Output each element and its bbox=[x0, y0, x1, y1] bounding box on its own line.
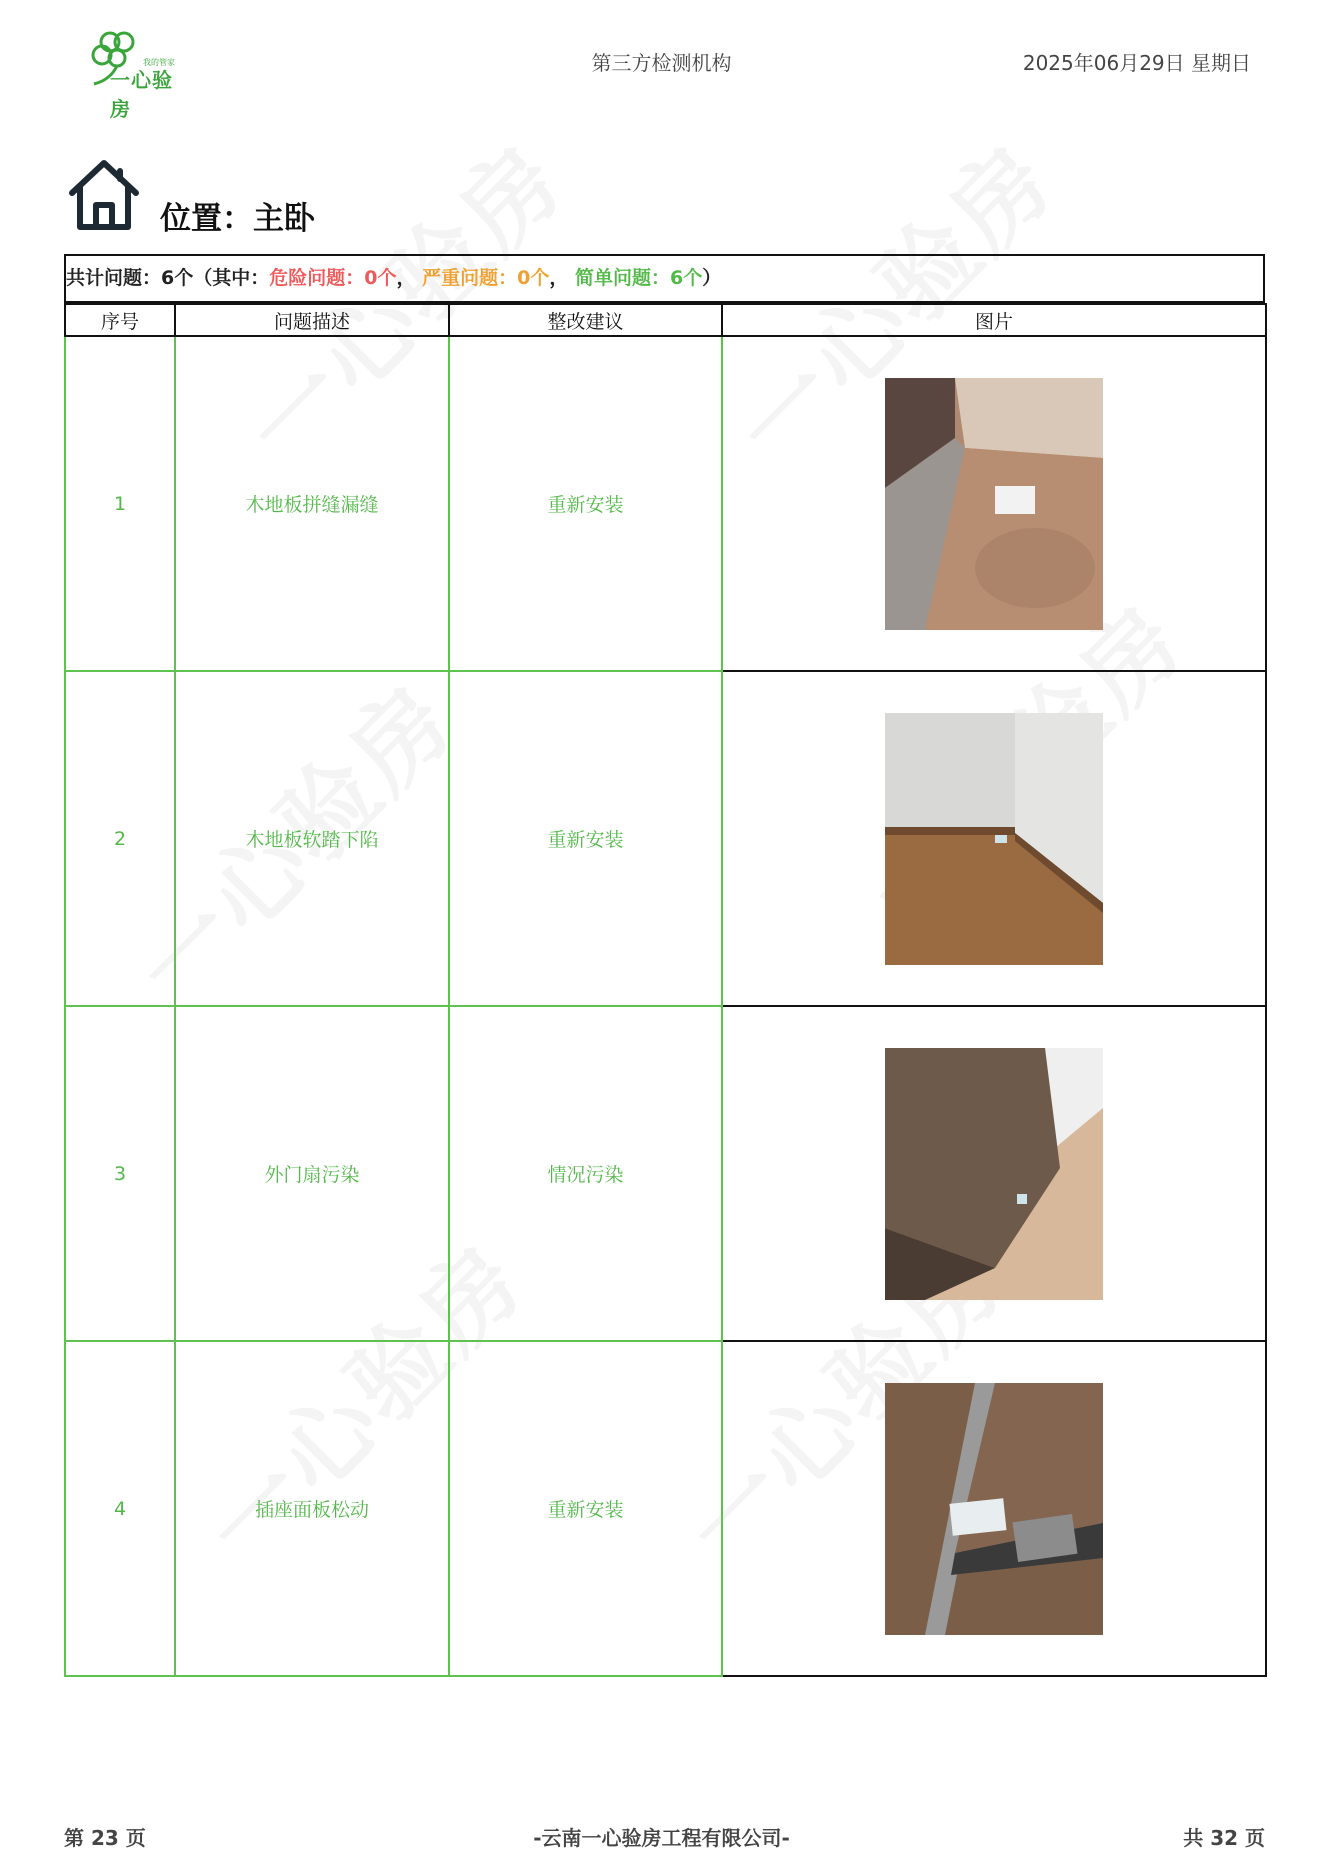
row-index: 1 bbox=[65, 336, 175, 671]
page-header bbox=[0, 0, 1323, 121]
table-row bbox=[65, 671, 1266, 1006]
row-photo-cell bbox=[722, 1006, 1266, 1341]
column-header-suggestion: 整改建议 bbox=[449, 304, 722, 336]
issue-summary bbox=[64, 254, 1265, 303]
header-date: 2025年06月29日 星期日 bbox=[1022, 51, 1251, 75]
danger-count: 0个 bbox=[364, 267, 397, 289]
row-index: 2 bbox=[65, 671, 175, 1006]
row-photo-cell bbox=[722, 1341, 1266, 1676]
row-description: 木地板拼缝漏缝 bbox=[175, 336, 449, 671]
row-description: 插座面板松动 bbox=[175, 1341, 449, 1676]
location-title: 位置：主卧 bbox=[160, 201, 315, 237]
row-suggestion: 情况污染 bbox=[449, 1006, 722, 1341]
summary-separator: ， bbox=[549, 267, 569, 289]
summary-separator: ， bbox=[396, 267, 416, 289]
column-header-photo: 图片 bbox=[722, 304, 1266, 336]
wooden-door-photo[interactable] bbox=[885, 1048, 1103, 1300]
issue-table bbox=[64, 303, 1267, 1677]
logo-text: 一心验房 bbox=[110, 68, 173, 121]
row-index: 4 bbox=[65, 1341, 175, 1676]
header-title: 第三方检测机构 bbox=[591, 51, 732, 75]
table-row bbox=[65, 1341, 1266, 1676]
house-icon bbox=[64, 155, 144, 235]
serious-label: 严重问题： bbox=[422, 267, 518, 289]
row-suggestion: 重新安装 bbox=[449, 671, 722, 1006]
row-index: 3 bbox=[65, 1006, 175, 1341]
danger-label: 危险问题： bbox=[269, 267, 365, 289]
floor-door-frame-photo[interactable] bbox=[885, 378, 1103, 630]
page-number: 第 23 页 bbox=[64, 1826, 146, 1850]
row-description: 木地板软踏下陷 bbox=[175, 671, 449, 1006]
simple-label: 简单问题： bbox=[575, 267, 671, 289]
footer-company: -云南一心验房工程有限公司- bbox=[533, 1826, 790, 1850]
row-description: 外门扇污染 bbox=[175, 1006, 449, 1341]
column-header-description: 问题描述 bbox=[175, 304, 449, 336]
table-row bbox=[65, 336, 1266, 671]
table-row bbox=[65, 1006, 1266, 1341]
column-header-index: 序号 bbox=[65, 304, 175, 336]
row-suggestion: 重新安装 bbox=[449, 1341, 722, 1676]
summary-suffix: ） bbox=[702, 267, 722, 289]
row-photo-cell bbox=[722, 336, 1266, 671]
summary-prefix: 共计问题：6个（其中： bbox=[66, 267, 270, 289]
row-suggestion: 重新安装 bbox=[449, 336, 722, 671]
table-header-row bbox=[65, 304, 1266, 336]
socket-panel-photo[interactable] bbox=[885, 1383, 1103, 1635]
total-pages: 共 32 页 bbox=[1183, 1826, 1265, 1850]
simple-count: 6个 bbox=[670, 267, 703, 289]
logo-tagline: 我的管家 bbox=[143, 58, 175, 67]
serious-count: 0个 bbox=[517, 267, 550, 289]
floor-wall-corner-photo[interactable] bbox=[885, 713, 1103, 965]
row-photo-cell bbox=[722, 671, 1266, 1006]
